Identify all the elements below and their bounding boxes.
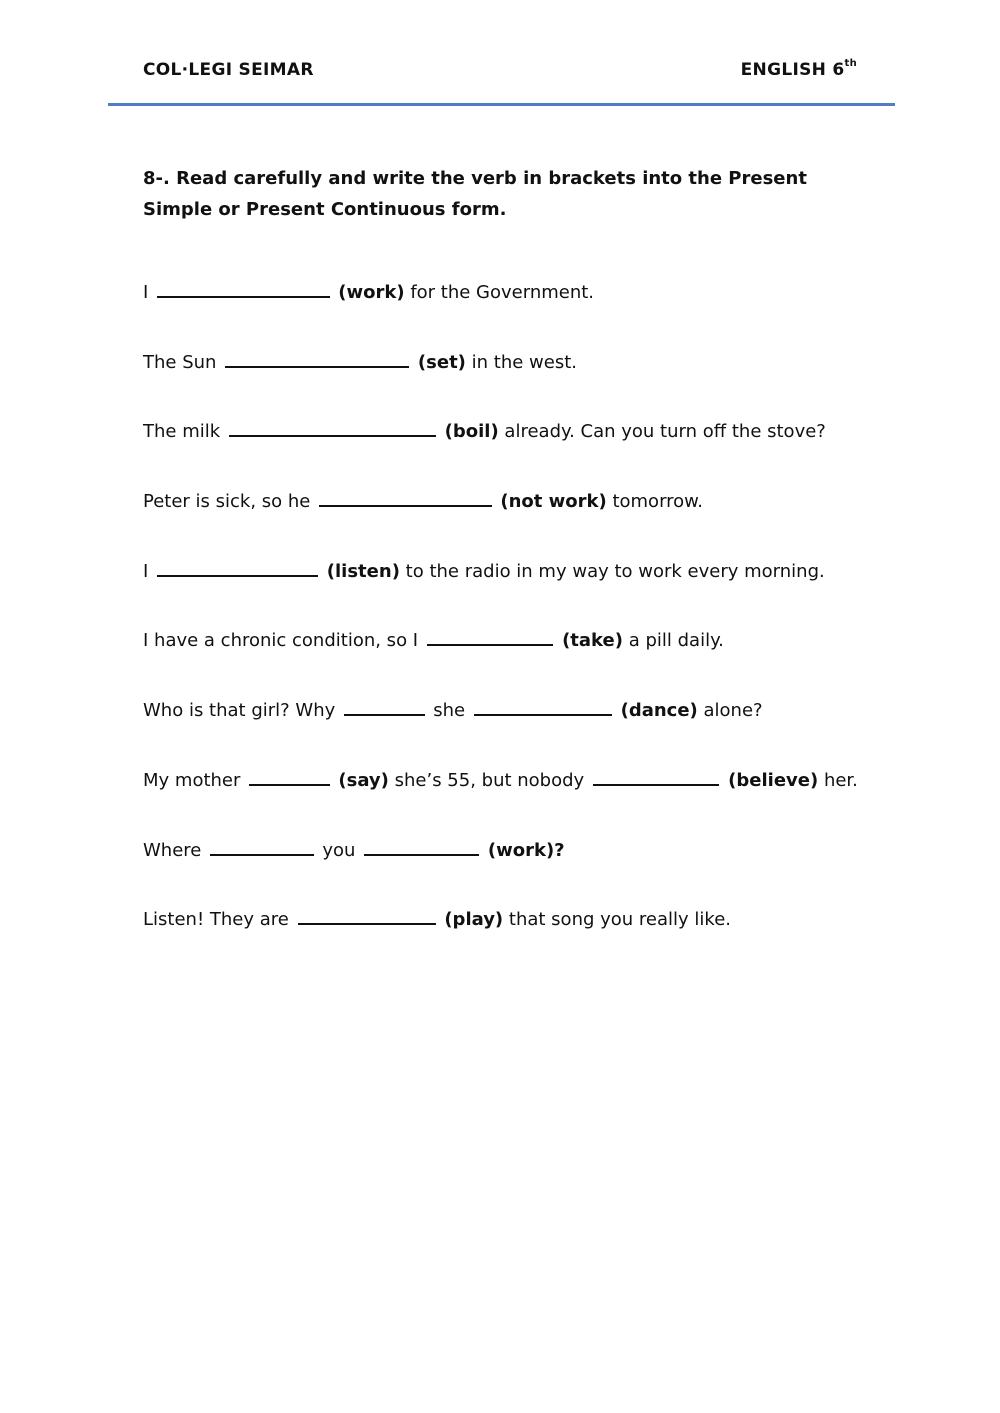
sentence-text: she: [433, 700, 466, 722]
sentence-2: [143, 348, 873, 418]
verb-hint: (work): [338, 282, 405, 303]
answer-blank[interactable]: [157, 278, 330, 298]
sentence-text: The milk: [143, 421, 221, 443]
answer-blank[interactable]: [249, 766, 330, 786]
subject-superscript: th: [844, 58, 857, 70]
sentence-text: I have a chronic condition, so I: [143, 630, 419, 652]
verb-hint: (dance): [620, 700, 698, 722]
sentence-text: she’s 55, but nobody: [394, 769, 585, 791]
sentence-9: [143, 836, 873, 906]
subject-label: [741, 60, 857, 80]
sentence-4: [143, 487, 873, 557]
sentence-7: [143, 696, 873, 766]
answer-blank[interactable]: [344, 696, 425, 716]
answer-blank[interactable]: [593, 766, 720, 786]
answer-blank[interactable]: [229, 417, 436, 437]
sentence-8: [143, 766, 873, 836]
sentence-text: I: [143, 560, 149, 582]
answer-blank[interactable]: [427, 626, 554, 646]
sentence-text: I: [143, 282, 149, 303]
sentence-text: for the Government.: [410, 282, 595, 303]
sentence-text: to the radio in my way to work every morning.: [405, 560, 825, 582]
sentence-text: you: [322, 839, 356, 861]
sentence-text: The Sun: [143, 351, 217, 373]
verb-hint: (believe): [728, 769, 819, 791]
exercise-instruction: 8-. Read carefully and write the verb in brackets into the Present Simple or Present Continuous form.: [143, 168, 807, 220]
answer-blank[interactable]: [364, 836, 479, 856]
sentence-text: Listen! They are: [143, 909, 289, 931]
verb-hint: (not work): [500, 491, 607, 513]
sentence-text: already. Can you turn off the stove?: [504, 421, 826, 443]
verb-hint: (play): [444, 909, 504, 931]
answer-blank[interactable]: [474, 696, 612, 716]
verb-hint: (boil): [444, 421, 499, 443]
header-divider: [108, 103, 895, 106]
verb-hint: (listen): [326, 560, 400, 582]
subject-text: ENGLISH 6: [740, 60, 845, 80]
sentence-text: in the west.: [471, 351, 577, 373]
sentence-text: Where: [143, 839, 202, 861]
answer-blank[interactable]: [225, 348, 409, 368]
sentence-text: Peter is sick, so he: [143, 491, 311, 513]
sentence-text: her.: [823, 769, 858, 791]
answer-blank[interactable]: [210, 836, 314, 856]
sentence-text: alone?: [703, 700, 763, 722]
school-name: COL·LEGI SEIMAR: [143, 60, 314, 80]
verb-hint: (set): [417, 351, 466, 373]
sentence-10: [143, 905, 873, 975]
answer-blank[interactable]: [319, 487, 492, 507]
sentence-5: [143, 557, 873, 627]
verb-hint: (take): [562, 630, 623, 652]
sentence-text: that song you really like.: [508, 909, 731, 931]
sentence-text: tomorrow.: [612, 491, 703, 513]
sentence-list: [143, 278, 873, 975]
answer-blank[interactable]: [157, 557, 318, 577]
answer-blank[interactable]: [298, 905, 436, 925]
sentence-text: My mother: [143, 769, 241, 791]
sentence-3: [143, 417, 873, 487]
sentence-1: [143, 278, 873, 348]
page-header: [143, 60, 857, 86]
sentence-6: [143, 626, 873, 696]
sentence-text: a pill daily.: [628, 630, 724, 652]
verb-hint: (say): [338, 769, 389, 791]
sentence-text: Who is that girl? Why: [143, 700, 336, 722]
verb-hint: (work)?: [487, 839, 565, 861]
